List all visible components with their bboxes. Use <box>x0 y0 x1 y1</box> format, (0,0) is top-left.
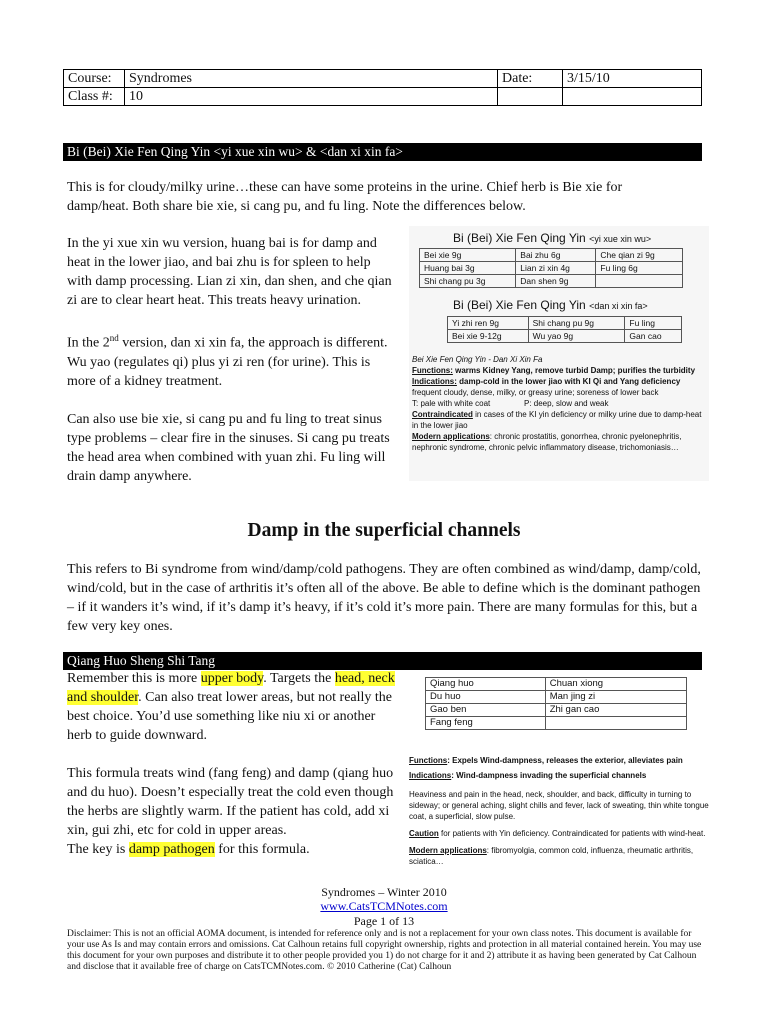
table-cell <box>545 717 686 730</box>
table-cell: Wu yao 9g <box>528 330 625 343</box>
section2-intro: This refers to Bi syndrome from wind/damp/cold pathogens. They are often combined as wind/damp, damp/cold, wind/cold, but in the case of arthritis it’s often all of the above. Be able to define which is the dominant pathogen – if it wanders it’s wind, if it’s damp it’s heavy, if it’s cold it’s more pain. There are many formulas for this, but a few very key ones. <box>67 562 701 634</box>
table-row <box>426 678 687 691</box>
figure-notes: Bei Xie Fen Qing Yin - Dan Xi Xin Fa Functions: warms Kidney Yang, remove turbid Damp; purifies the turbidity Indications: damp-cold in the lower jiao with KI Qi and Yang deficiency frequent cloudy, dense, milky, or greasy urine; soreness of lower back T: pale with white coat P: deep, slow and weak Contraindicated in cases of the KI yin deficiency or milky urine due to damp-heat in the lower jiao Modern applications: chronic prostatitis, gonorrhea, chronic pyelonephritis, nephronic syndrome, chronic pelvic inflammatory disease, trichomoniasis… <box>412 355 702 452</box>
paragraph: In the yi xue xin wu version, huang bai is for damp and heat in the lower jiao, and bai zhu is for spleen to help with damp processing. Lian zi xin, dan shen, and che qian zi are to clear heart heat. This treats heavy urination. <box>67 236 392 308</box>
table-row <box>426 691 687 704</box>
section1-text <box>67 234 397 486</box>
table-cell: Yi zhi ren 9g <box>448 317 529 330</box>
table-cell: Fang feng <box>426 717 546 730</box>
figure-title: Bi (Bei) Xie Fen Qing Yin <box>453 298 586 312</box>
table-cell: Huang bai 3g <box>420 262 516 275</box>
course-value: Syndromes <box>125 70 498 88</box>
date-value: 3/15/10 <box>563 70 702 88</box>
table-cell: Shi chang pu 9g <box>528 317 625 330</box>
formula-figure-bi-xie <box>409 226 709 481</box>
table-cell <box>596 275 683 288</box>
figure-notes-qiang-huo: Functions: Expels Wind-dampness, releases the exterior, alleviates pain Indications: Wind-dampness invading the superficial channels Heaviness and pain in the head, neck, shoulder, and back, difficulty in turning to sideway; or general aching, slight chills and fever, lack of sweating, thin white tongue coat, a superficial, slow pulse. Caution for patients with Yin deficiency. Contraindicated for patients with wind-heat. Modern applications: fibromyolgia, common cold, influenza, rheumatic arthritis, sciatica… <box>409 756 709 866</box>
class-label: Class #: <box>64 88 125 106</box>
table-cell: Qiang huo <box>426 678 546 691</box>
course-label: Course: <box>64 70 125 88</box>
table-cell: Chuan xiong <box>545 678 686 691</box>
section-heading: Damp in the superficial channels <box>247 520 521 541</box>
class-info-table <box>63 69 702 106</box>
page-number: Page 1 of 13 <box>353 914 415 928</box>
table-cell: Du huo <box>426 691 546 704</box>
table-cell: Bei xie 9g <box>420 249 516 262</box>
section1-intro: This is for cloudy/milky urine…these can have some proteins in the urine. Chief herb is Bie xie for damp/heat. Both share bie xie, si cang pu, and fu ling. Note the differences below. <box>67 180 623 214</box>
figure-source: <dan xi xin fa> <box>589 301 648 311</box>
table-row <box>426 717 687 730</box>
table-cell: Lian zi xin 4g <box>516 262 596 275</box>
herb-table <box>419 248 683 288</box>
disclaimer: Disclaimer: This is not an official AOMA document, is intended for reference only and is not a replacement for your own class notes. This document is available for your use As Is and may contain errors and omissions. Cat Calhoun retains full copyright ownership, rights and protection in all material contained herein. You may use this document for your own purposes and distribute it to other people provided you 1) do not charge for it and 2) attribute it as having been generated by Cat Calhoun and disclose that it available free of charge on CatsTCMNotes.com. © 2010 Catherine (Cat) Calhoun <box>67 929 702 972</box>
table-row <box>420 275 683 288</box>
table-cell: Dan shen 9g <box>516 275 596 288</box>
table-cell: Bai zhu 6g <box>516 249 596 262</box>
date-label: Date: <box>498 70 563 88</box>
paragraph: This formula treats wind (fang feng) and damp (qiang huo and du huo). Doesn’t especially treat the cold even though the herbs are slightly warm. If the patient has cold, add xi xin, gui zhi, etc for cold in upper areas. <box>67 766 394 838</box>
table-cell: Zhi gan cao <box>545 704 686 717</box>
figure-title: Bi (Bei) Xie Fen Qing Yin <box>453 231 586 245</box>
table-row <box>448 330 682 343</box>
herb-table-qiang-huo <box>425 677 687 730</box>
table-cell: Bei xie 9-12g <box>448 330 529 343</box>
footer-course: Syndromes – Winter 2010 <box>321 885 447 899</box>
table-cell: Gao ben <box>426 704 546 717</box>
footer-link[interactable]: www.CatsTCMNotes.com <box>320 899 448 913</box>
section3-text <box>67 669 397 859</box>
table-row <box>448 317 682 330</box>
figure-source: <yi xue xin wu> <box>589 234 652 244</box>
table-row <box>426 704 687 717</box>
paragraph: The key is damp pathogen for this formula. <box>67 842 310 857</box>
table-cell: Fu ling 6g <box>596 262 683 275</box>
section-title-qiang-huo: Qiang Huo Sheng Shi Tang <box>63 652 702 670</box>
table-row <box>420 262 683 275</box>
section-title-bi-xie: Bi (Bei) Xie Fen Qing Yin <yi xue xin wu> & <dan xi xin fa> <box>63 143 702 161</box>
table-cell: Shi chang pu 3g <box>420 275 516 288</box>
table-cell: Che qian zi 9g <box>596 249 683 262</box>
table-cell: Fu ling <box>625 317 682 330</box>
paragraph: Can also use bie xie, si cang pu and fu ling to treat sinus type problems – clear fire in the sinuses. Si cang pu treats the head area when combined with yuan zhi. Fu ling will drain damp anywhere. <box>67 411 390 484</box>
paragraph: In the 2nd version, dan xi xin fa, the approach is different. Wu yao (regulates qi) plus yi zi ren (for urine). This is more of a kidney treatment. <box>67 333 388 389</box>
herb-table <box>447 316 682 343</box>
table-cell: Gan cao <box>625 330 682 343</box>
class-value: 10 <box>125 88 498 106</box>
paragraph: Remember this is more upper body. Targets the head, neck and shoulder. Can also treat lower areas, but not really the best choice. You’d use something like niu xi or another herb to guide downward. <box>67 671 395 743</box>
table-row <box>420 249 683 262</box>
table-cell: Man jing zi <box>545 691 686 704</box>
